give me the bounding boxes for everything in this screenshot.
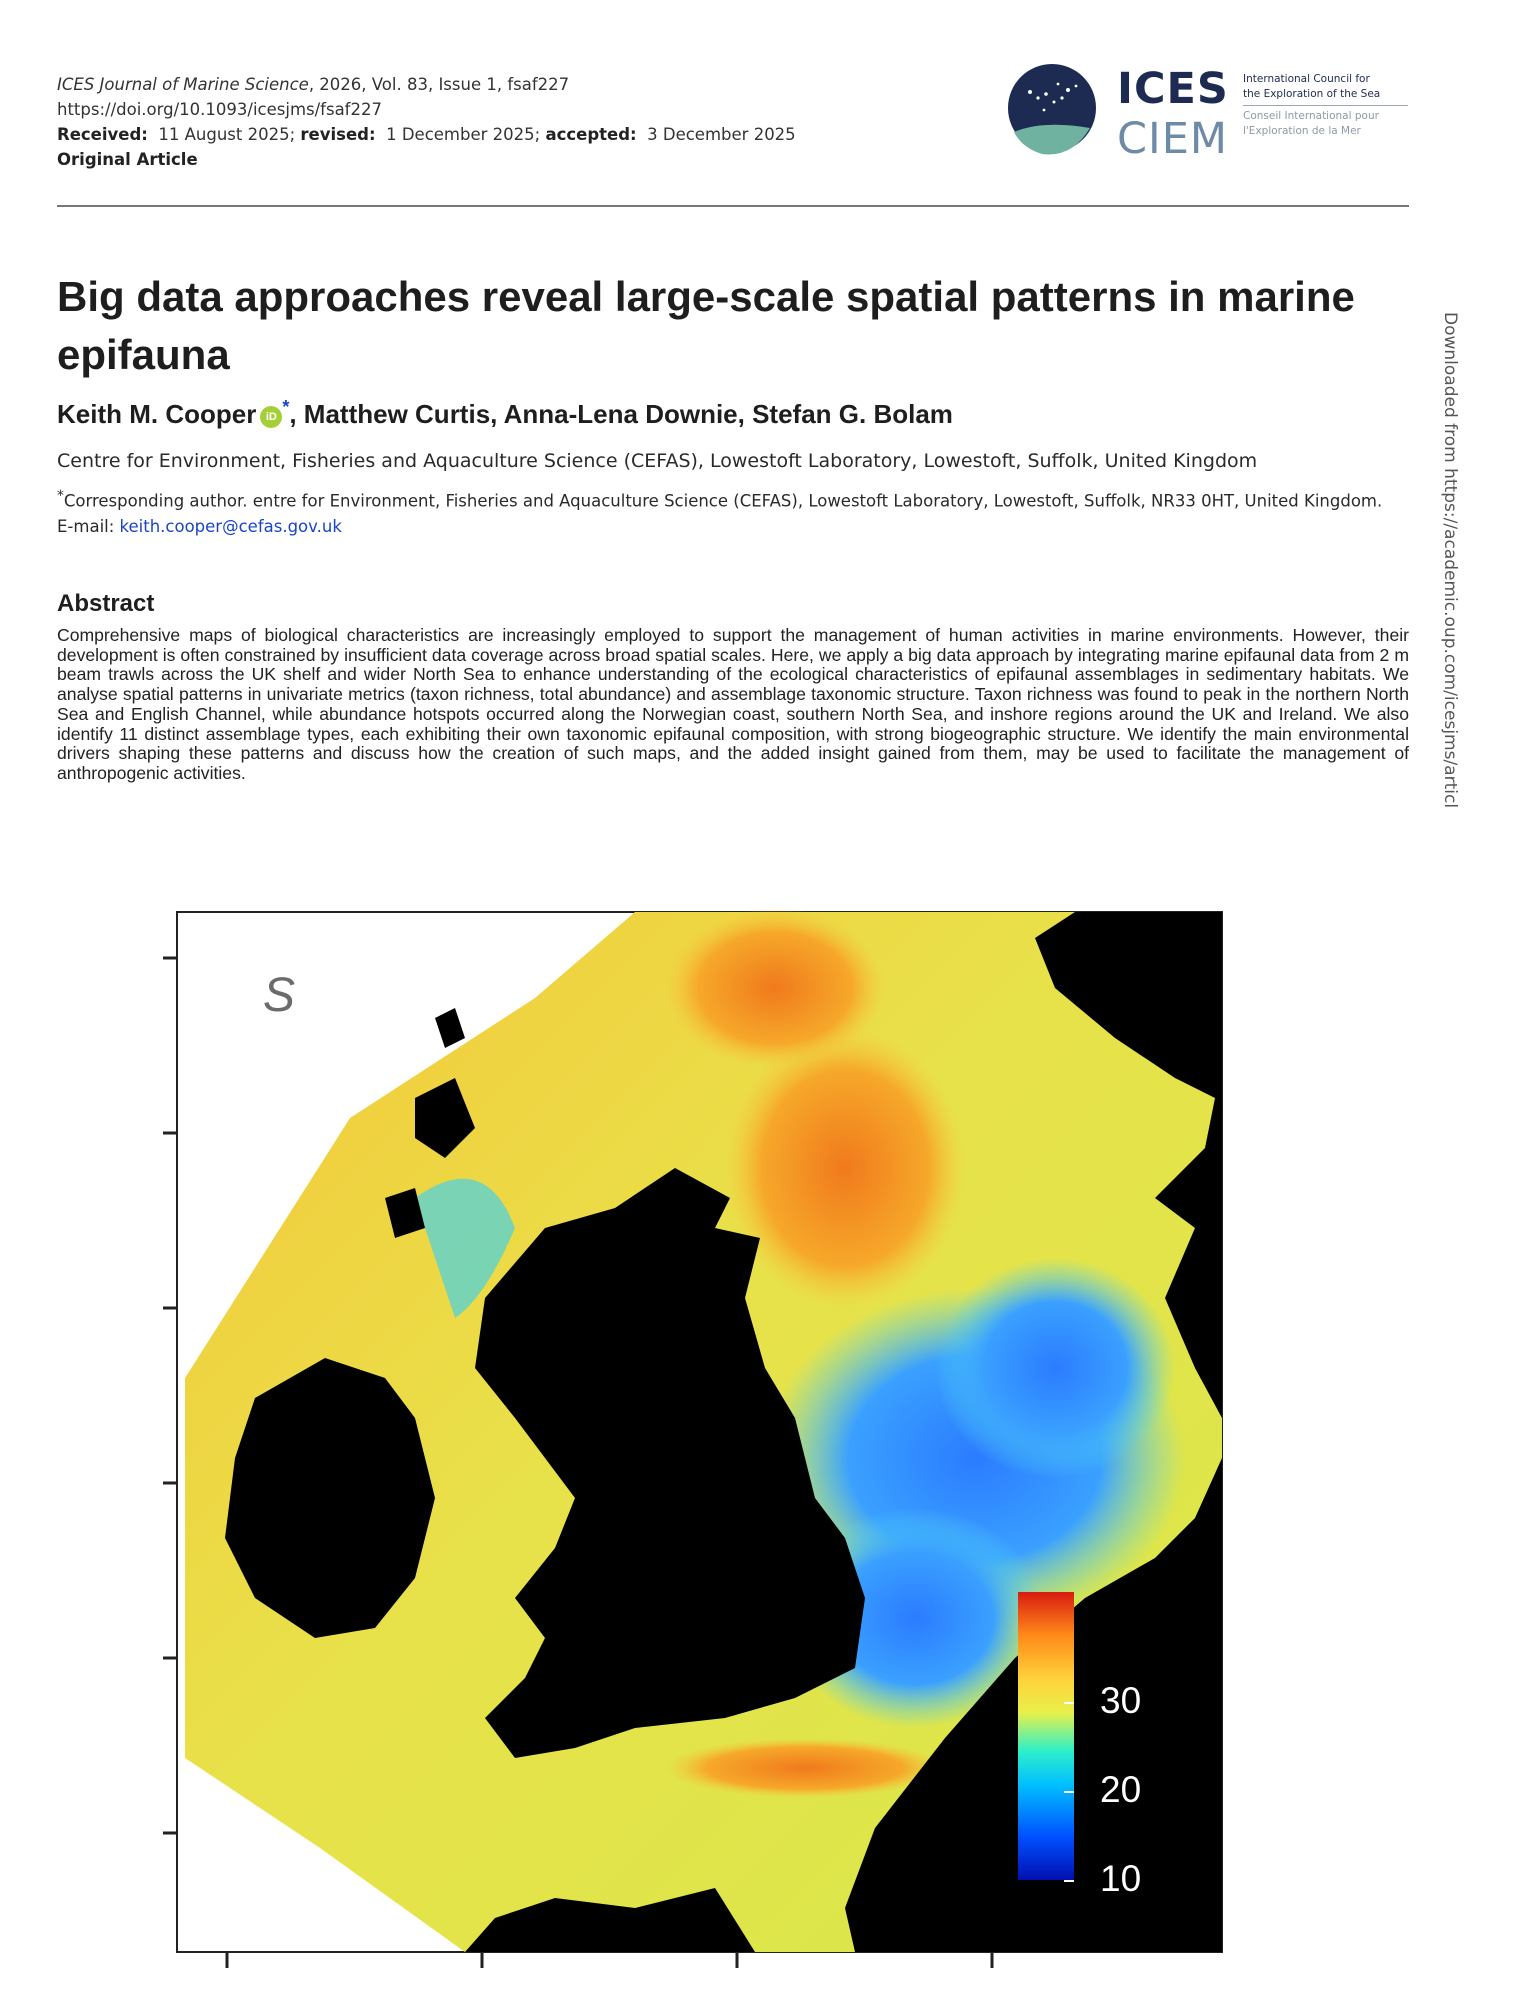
- colorbar-tick: [1064, 1702, 1074, 1704]
- corresponding-star: *: [282, 397, 290, 417]
- author-others: , Matthew Curtis, Anna-Lena Downie, Stefan G. Bolam: [289, 399, 953, 429]
- article-type: Original Article: [57, 150, 198, 169]
- logo-name-fr-2: l'Exploration de la Mer: [1243, 125, 1361, 137]
- abstract-text: Comprehensive maps of biological characteristics are increasingly employed to support the management of human activities in marine environments. However, their development is often constrained by insufficient data coverage across broad spatial scales. Here, we apply a big data approach by integrating marine epifaunal data from 2 m beam trawls across the UK shelf and wider North Sea to enhance understanding of the ecological characteristics of epifaunal assemblages in sedimentary habitats. We analyse spatial patterns in univariate metrics (taxon richness, total abundance) and assemblage taxonomic structure. Taxon richness was found to peak in the northern North Sea and English Channel, while abundance hotspots occurred along the Norwegian coast, southern North Sea, and inshore regions around the UK and Ireland. We also identify 11 distinct assemblage types, each exhibiting their own taxonomic epifaunal composition, with strong biogeographic structure. We identify the main environmental drivers shaping these patterns and discuss how the creation of such maps, and the added insight gained from them, may be used to facilitate the management of anthropogenic activities.: [57, 625, 1409, 783]
- author-list: [57, 397, 1397, 430]
- colorbar-tick: [1064, 1791, 1074, 1793]
- journal-name: ICES Journal of Marine Science: [57, 75, 309, 94]
- journal-metadata: [57, 72, 957, 172]
- ices-logo: [1002, 58, 1412, 170]
- colorbar-label-20: 20: [1100, 1769, 1142, 1810]
- logo-name-fr-1: Conseil International pour: [1243, 110, 1379, 122]
- header-divider: [57, 205, 1409, 207]
- received-date: 11 August 2025;: [158, 125, 296, 144]
- affiliation: Centre for Environment, Fisheries and Aquaculture Science (CEFAS), Lowestoft Laboratory, Lowestoft, Suffolk, United Kingdom: [57, 450, 1258, 472]
- logo-acronym-fr: CIEM: [1117, 114, 1228, 164]
- revised-date: 1 December 2025;: [386, 125, 541, 144]
- download-side-note: Downloaded from https://academic.oup.com/icesjms/articl: [1440, 312, 1460, 809]
- received-label: Received:: [57, 125, 148, 144]
- history-line: [57, 122, 957, 147]
- logo-name-en-2: the Exploration of the Sea: [1243, 88, 1381, 100]
- revised-label: revised:: [300, 125, 376, 144]
- colorbar-label-30: 30: [1100, 1680, 1142, 1721]
- high-richness-zone: [725, 1028, 965, 1308]
- accepted-date: 3 December 2025: [647, 125, 796, 144]
- logo-names: [1243, 72, 1418, 139]
- colorbar: [1018, 1592, 1074, 1880]
- article-title: Big data approaches reveal large-scale spatial patterns in marine epifauna: [57, 273, 1355, 378]
- logo-name-en-1: International Council for: [1243, 73, 1370, 85]
- accepted-label: accepted:: [545, 125, 637, 144]
- colorbar-label-10: 10: [1100, 1858, 1142, 1899]
- citation-details: , 2026, Vol. 83, Issue 1, fsaf227: [308, 75, 570, 94]
- citation-line: [57, 72, 957, 97]
- corresponding-author: [57, 484, 1387, 539]
- logo-acronyms: [1117, 64, 1229, 164]
- logo-acronym-en: ICES: [1117, 64, 1229, 114]
- abstract-heading: Abstract: [57, 590, 155, 617]
- colorbar-tick: [1064, 1880, 1074, 1882]
- email-link[interactable]: keith.cooper@cefas.gov.uk: [119, 516, 342, 536]
- corresponding-marker: *: [57, 488, 64, 504]
- doi-link[interactable]: https://doi.org/10.1093/icesjms/fsaf227: [57, 100, 382, 119]
- panel-label: S: [263, 969, 296, 1022]
- ices-emblem-icon: [1002, 62, 1102, 162]
- orcid-icon[interactable]: iD: [260, 406, 282, 428]
- corresponding-text: Corresponding author. entre for Environment, Fisheries and Aquaculture Science (CEFAS), Lowestoft Laboratory, Lowestoft, Suffolk, NR33 0HT, United Kingdom. E-mail:: [57, 491, 1383, 536]
- author-first[interactable]: Keith M. Cooper: [57, 399, 257, 429]
